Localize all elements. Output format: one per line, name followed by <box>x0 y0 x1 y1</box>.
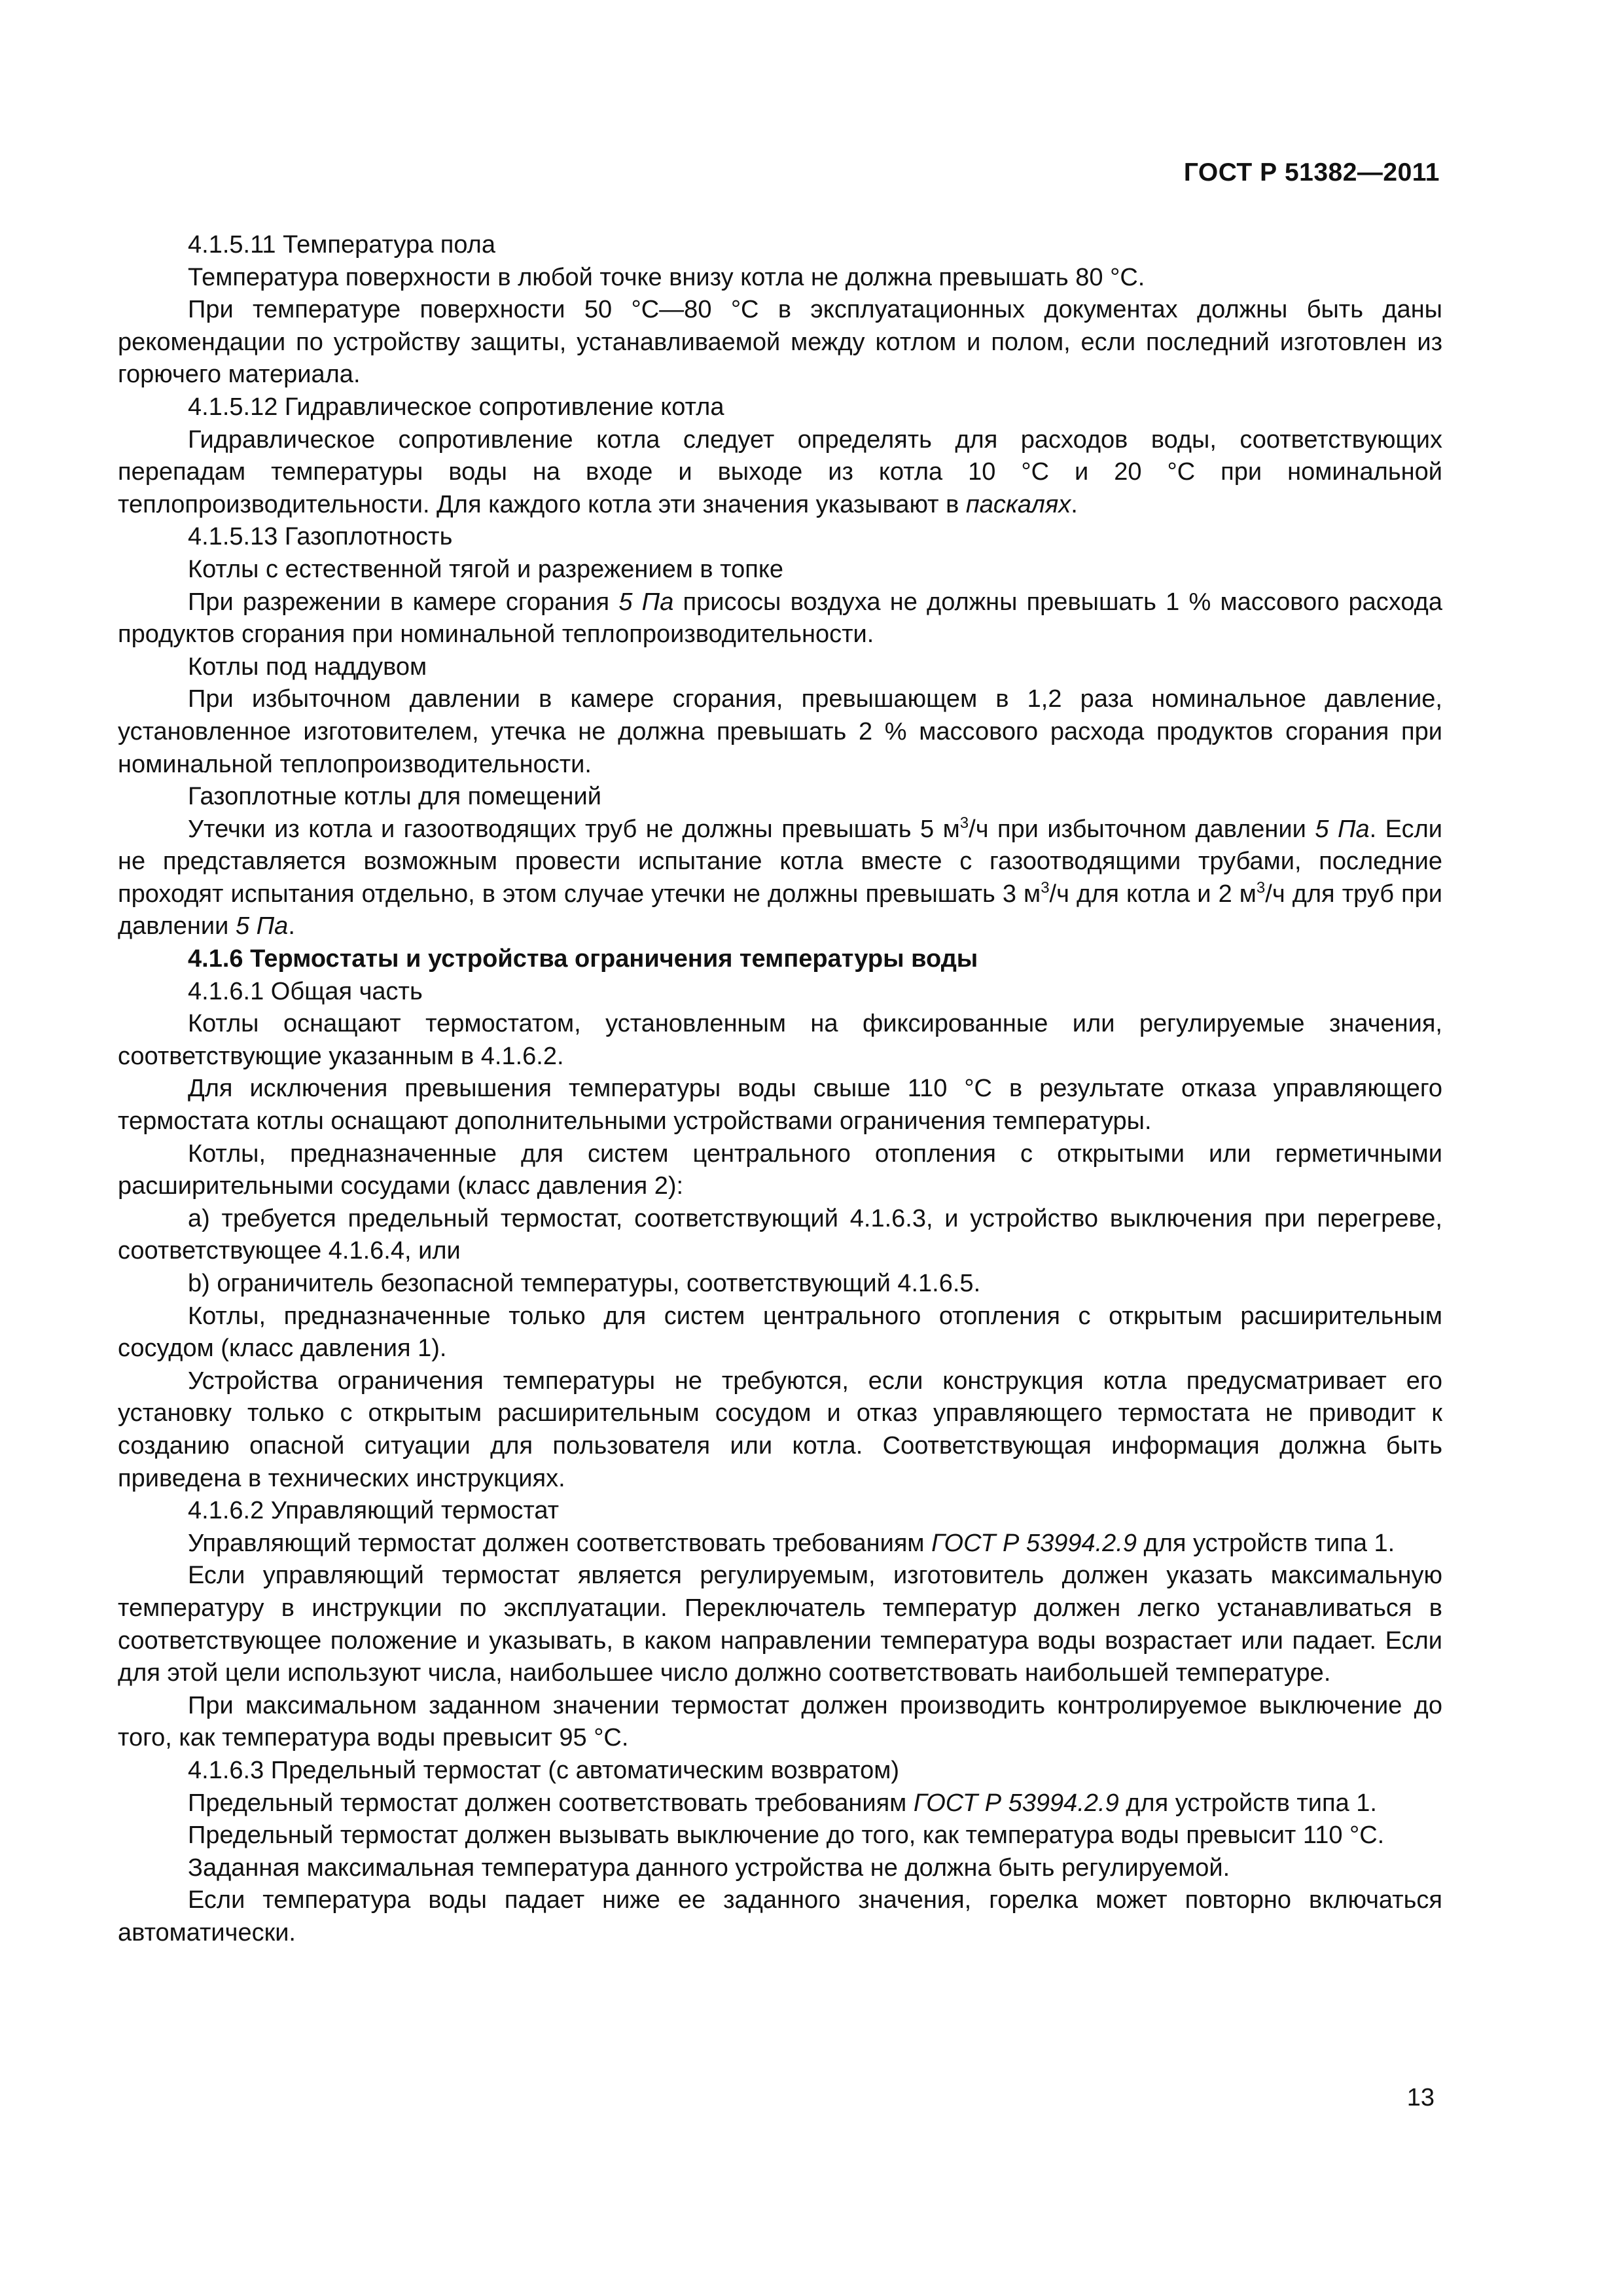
list-item: b) ограничитель безопасной температуры, соответствующий 4.1.6.5. <box>188 1270 981 1297</box>
document-body <box>118 229 1442 1949</box>
paragraph: Котлы, предназначенные для систем центрального отопления с открытыми или герметичными расширительными сосудами (класс давления 2): <box>118 1139 1442 1200</box>
superscript: 3 <box>1256 878 1266 897</box>
italic-text: 5 Па <box>1315 815 1370 843</box>
paragraph: Устройства ограничения температуры не требуются, если конструкция котла предусматривает его установку только с открытым расширительным сосудом и отказ управляющего термостата не приводит к созданию опасной ситуации для пользователя или котла. Соответствующая информация должна быть приведена в технических инструкциях. <box>118 1367 1442 1492</box>
paragraph: Для исключения превышения температуры воды свыше 110 °С в результате отказа управляющего термостата котлы оснащают дополнительными устройствами ограничения температуры. <box>118 1075 1442 1136</box>
text-run: Гидравлическое сопротивление котла следует определять для расходов воды, соответствующих перепадам температуры воды на входе и выходе из котла 10 °С и 20 °С при номинальной теплопроизводительности. Для каждого котла эти значения указывают в <box>118 425 1442 518</box>
text-run: для устройств типа 1. <box>1118 1789 1377 1817</box>
paragraph: Если управляющий термостат является регулируемым, изготовитель должен указать максимальную температуру в инструкции по эксплуатации. Переключатель температур должен легко устанавливаться в соответствующее положение и указывать, в каком направлении температура воды возрастает или падает. Если для этой цели используют числа, наибольшее число должно соответствовать наибольшей температуре. <box>118 1562 1442 1687</box>
paragraph: При температуре поверхности 50 °С—80 °С в эксплуатационных документах должны быть даны рекомендации по устройству защиты, устанавливаемой между котлом и полом, если последний изготовлен из горючего материала. <box>118 296 1442 389</box>
paragraph: Котлы под наддувом <box>188 653 427 681</box>
paragraph <box>118 814 1442 943</box>
italic-text: ГОСТ Р 53994.2.9 <box>931 1529 1137 1557</box>
italic-text: 5 Па <box>618 588 674 616</box>
text-run: . <box>288 912 295 941</box>
paragraph <box>118 1528 1442 1560</box>
text-run: Утечки из котла и газоотводящих труб не должны превышать 5 м <box>188 815 960 843</box>
text-run: . Если не представляется возможным провести испытание котла вместе с газоотводящими трубами, последние проходят испытания отдельно, в этом случае утечки не должны превышать 3 м <box>118 815 1442 908</box>
list-item: а) требуется предельный термостат, соответствующий 4.1.6.3, и устройство выключения при перегреве, соответствующее 4.1.6.4, или <box>118 1204 1442 1265</box>
paragraph: Котлы оснащают термостатом, установленным на фиксированные или регулируемые значения, соответствующие указанным в 4.1.6.2. <box>118 1010 1442 1070</box>
italic-text: паскалях <box>965 490 1071 518</box>
paragraph: Температура поверхности в любой точке внизу котла не должна превышать 80 °С. <box>188 263 1145 291</box>
text-run: /ч при избыточном давлении <box>969 815 1315 843</box>
paragraph <box>118 424 1442 522</box>
section-heading-4-1-6-3: 4.1.6.3 Предельный термостат (с автоматическим возвратом) <box>188 1756 900 1784</box>
section-heading-4-1-6-1: 4.1.6.1 Общая часть <box>188 977 423 1005</box>
paragraph: Газоплотные котлы для помещений <box>188 783 601 811</box>
text-run: присосы воздуха не должны превышать 1 % массового расхода продуктов сгорания при номинальной теплопроизводительности. <box>118 588 1442 649</box>
page-number: 13 <box>1406 2084 1435 2111</box>
paragraph: Котлы с естественной тягой и разрежением в топке <box>188 555 784 583</box>
paragraph: При максимальном заданном значении термостат должен производить контролируемое выключение до того, как температура воды превысит 95 °С. <box>118 1691 1442 1752</box>
text-run: При разрежении в камере сгорания <box>188 588 619 616</box>
section-heading-4-1-6-2: 4.1.6.2 Управляющий термостат <box>188 1497 560 1525</box>
paragraph: Котлы, предназначенные только для систем центрального отопления с открытым расширительным сосудом (класс давления 1). <box>118 1302 1442 1363</box>
section-heading-4-1-6: 4.1.6 Термостаты и устройства ограничения температуры воды <box>188 945 978 973</box>
italic-text: 5 Па <box>235 912 289 941</box>
superscript: 3 <box>1041 878 1050 897</box>
section-heading-4-1-5-11: 4.1.5.11 Температура пола <box>188 231 495 259</box>
document-header: ГОСТ Р 51382—2011 <box>1183 158 1440 187</box>
italic-text: ГОСТ Р 53994.2.9 <box>913 1789 1119 1817</box>
text-run: Управляющий термостат должен соответствовать требованиям <box>188 1529 932 1557</box>
section-heading-4-1-5-13: 4.1.5.13 Газоплотность <box>188 523 453 551</box>
paragraph <box>118 1787 1442 1820</box>
text-run: Предельный термостат должен соответствовать требованиям <box>188 1789 914 1817</box>
superscript: 3 <box>959 814 969 832</box>
text-run: для устройств типа 1. <box>1136 1529 1395 1557</box>
section-heading-4-1-5-12: 4.1.5.12 Гидравлическое сопротивление котла <box>188 393 724 421</box>
text-run: /ч для труб при давлении <box>118 880 1443 941</box>
paragraph <box>118 586 1442 651</box>
text-run: /ч для котла и 2 м <box>1049 880 1257 908</box>
paragraph: Заданная максимальная температура данного устройства не должна быть регулируемой. <box>188 1854 1230 1882</box>
text-run: . <box>1071 490 1078 518</box>
paragraph: Если температура воды падает ниже ее заданного значения, горелка может повторно включаться автоматически. <box>118 1886 1442 1946</box>
paragraph: Предельный термостат должен вызывать выключение до того, как температура воды превысит 110 °С. <box>188 1821 1385 1850</box>
paragraph: При избыточном давлении в камере сгорания, превышающем в 1,2 раза номинальное давление, установленное изготовителем, утечка не должна превышать 2 % массового расхода продуктов сгорания при номинальной теплопроизводительности. <box>118 685 1442 778</box>
